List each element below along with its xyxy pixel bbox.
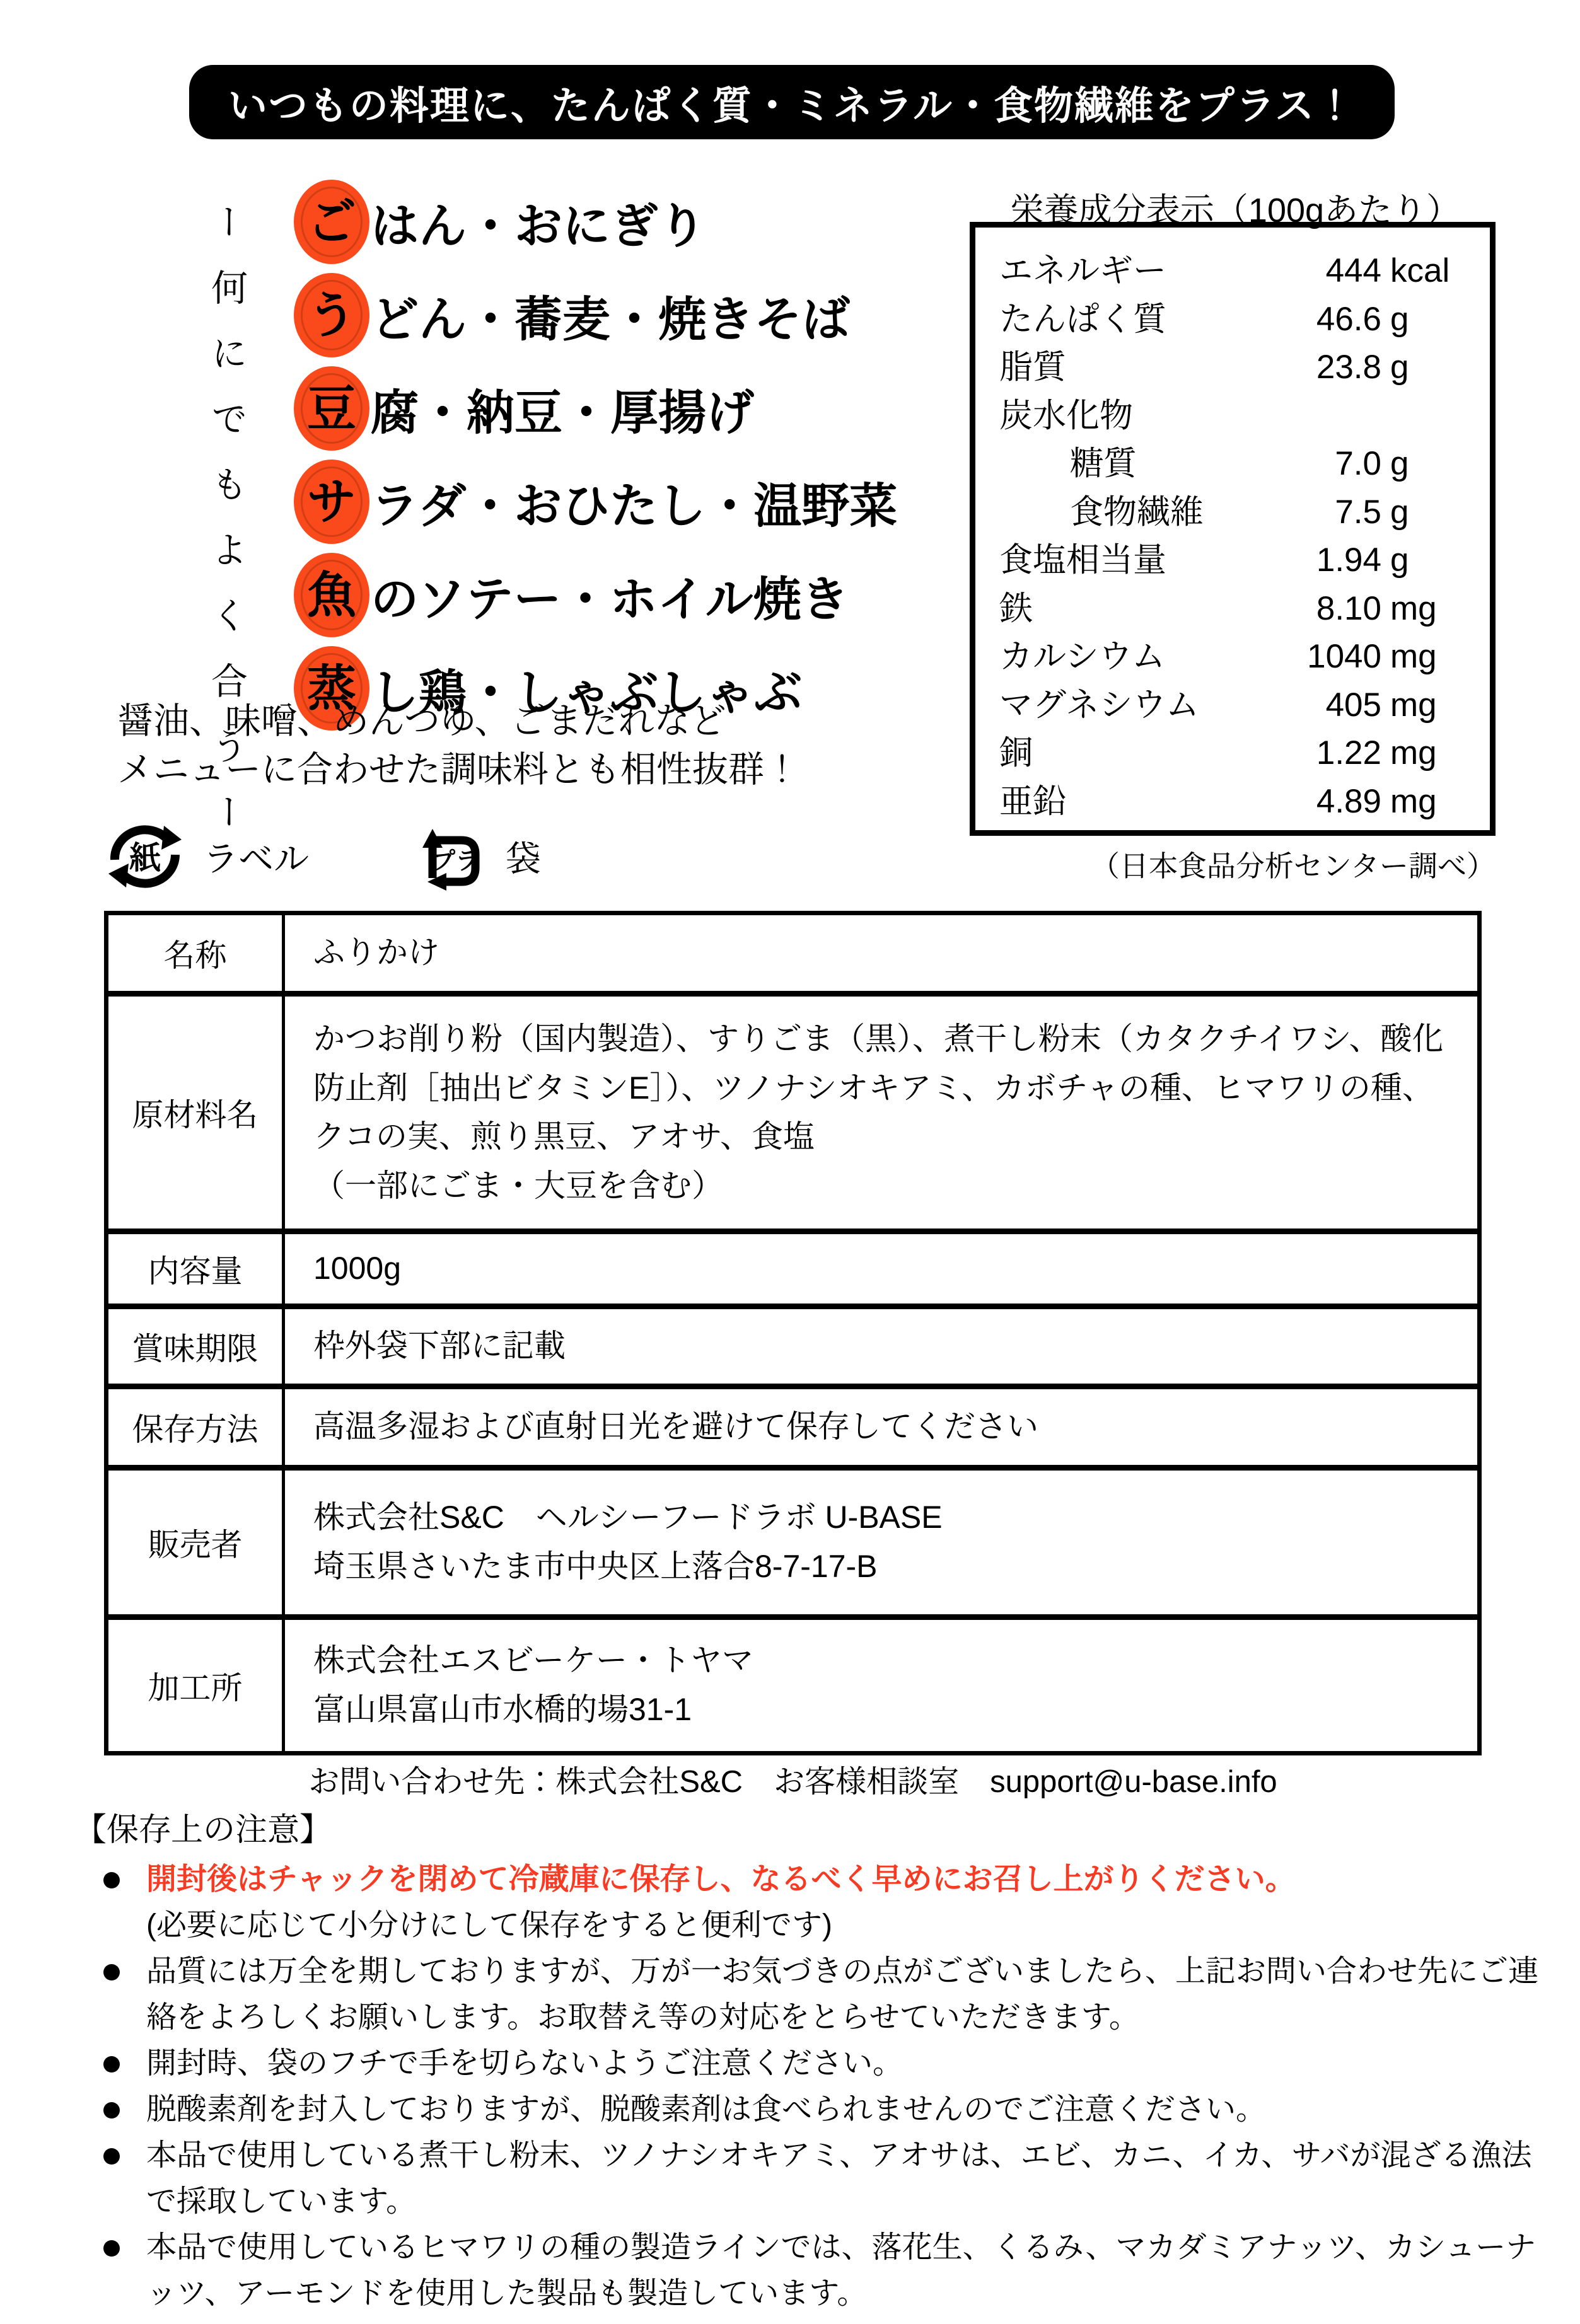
pairing-line-2: メニューに合わせた調味料とも相性抜群！ xyxy=(117,749,800,790)
menu-first-char: う xyxy=(306,287,356,343)
menu-item-udon xyxy=(294,269,897,362)
info-row-seller xyxy=(108,1465,1477,1614)
nutrition-row-fiber: 食物繊維 7.5 g xyxy=(1070,493,1409,531)
nutrition-row-energy: エネルギー 444 kcal xyxy=(999,252,1450,289)
note-text: 開封後はチャックを閉めて冷蔵庫に保存し、なるべく早めにお召し上がりください。 xyxy=(146,1863,1296,1896)
note-text: 脱酸素剤を封入しておりますが、脱酸素剤は食べられませんのでご注意ください。 xyxy=(146,2093,1267,2126)
nutrition-footnote: （日本食品分析センター調べ） xyxy=(1090,850,1496,882)
menu-suggestion-list xyxy=(294,175,897,735)
plastic-recycle-mark xyxy=(416,820,541,893)
info-line: 株式会社エスビーケー・トヤマ xyxy=(313,1643,753,1678)
orange-circle-badge xyxy=(294,366,369,451)
info-row-content xyxy=(285,1309,1477,1384)
headline-text: いつもの料理に、たんぱく質・ミネラル・食物繊維をプラス！ xyxy=(228,84,1356,128)
info-row-content xyxy=(285,1620,1477,1751)
info-line: 株式会社S&C ヘルシーフードラボ U-BASE xyxy=(313,1500,943,1535)
info-line: （一部にごま・大豆を含む） xyxy=(313,1167,723,1203)
bullet-dot xyxy=(103,2056,120,2073)
note-item-quality xyxy=(74,1948,1551,2040)
paper-recycle-mark xyxy=(106,818,309,895)
note-subline-portion xyxy=(74,1902,1551,1948)
info-line: 枠外袋下部に記載 xyxy=(313,1327,566,1363)
paper-recycle-symbol: 紙 xyxy=(129,840,161,876)
nutrition-row-magnesium: マグネシウム 405 mg xyxy=(999,686,1437,724)
nutrition-row-carbs: 炭水化物 xyxy=(999,396,1133,434)
menu-item-label: し鶏・しゃぶしゃぶ xyxy=(371,666,802,720)
menu-first-char: ご xyxy=(306,194,356,250)
nutrition-table xyxy=(970,222,1496,836)
note-text: 開封時、袋のフチで手を切らないようご注意ください。 xyxy=(146,2047,903,2080)
menu-item-label: どん・蕎麦・焼きそば xyxy=(371,292,850,347)
nutrition-title: 栄養成分表示（100gあたり） xyxy=(1009,192,1461,229)
info-row-storage xyxy=(108,1384,1477,1465)
bullet-dot xyxy=(103,1872,120,1888)
nutrition-row-calcium: カルシウム 1040 mg xyxy=(999,638,1437,675)
headline-banner xyxy=(189,65,1395,139)
info-line: かつお削り粉（国内製造）、すりごま（黒）、煮干し粉末（カタクチイワシ、酸化防止剤［抽出ビタミンE］）、ツノナシオキアミ、カボチャの種、ヒマワリの種、クコの実、煎り黒豆、アオサ、食塩 xyxy=(313,1021,1444,1154)
storage-notes xyxy=(74,1807,1551,2316)
orange-circle-badge xyxy=(294,460,369,544)
plastic-recycle-label: 袋 xyxy=(506,839,541,879)
menu-item-label: はん・おにぎり xyxy=(371,199,706,253)
menu-first-char: 蒸 xyxy=(306,661,356,716)
storage-notes-heading: 【保存上の注意】 xyxy=(74,1812,332,1847)
note-item-bag-edge xyxy=(74,2040,1551,2086)
bullet-dot xyxy=(103,1964,120,1980)
info-line: 高温多湿および直射日光を避けて保存してください xyxy=(313,1408,1038,1444)
storage-notes-list xyxy=(74,1856,1551,2316)
paper-recycle-label: ラベル xyxy=(203,839,309,879)
note-item-fishing-method xyxy=(74,2132,1551,2224)
info-row-content xyxy=(285,1471,1477,1614)
info-row-header: 加工所 xyxy=(108,1620,285,1751)
plastic-recycle-symbol: プラ xyxy=(431,848,480,875)
info-line: 埼玉県さいたま市中央区上落合8-7-17-B xyxy=(313,1548,878,1584)
menu-item-tofu xyxy=(294,362,897,455)
menu-item-fish xyxy=(294,548,897,642)
plastic-recycle-icon xyxy=(416,820,487,893)
info-row-header: 賞味期限 xyxy=(108,1309,285,1384)
nutrition-row-zinc: 亜鉛 4.89 mg xyxy=(999,782,1437,820)
menu-first-char: 魚 xyxy=(306,567,356,623)
info-row-header: 名称 xyxy=(108,915,285,991)
menu-item-label: ラダ・おひたし・温野菜 xyxy=(371,479,898,533)
note-text: 品質には万全を期しておりますが、万が一お気づきの点がございましたら、上記お問い合わせ先にご連絡をよろしくお願いします。お取替え等の対応をとらせていただきます。 xyxy=(146,1955,1539,2034)
orange-circle-badge xyxy=(294,553,369,637)
orange-circle-badge xyxy=(294,180,369,264)
menu-first-char: サ xyxy=(306,474,356,529)
nutrition-row-salt: 食塩相当量 1.94 g xyxy=(999,541,1409,579)
info-row-header: 保存方法 xyxy=(108,1389,285,1465)
info-row-header: 原材料名 xyxy=(108,997,285,1228)
info-row-header: 内容量 xyxy=(108,1234,285,1304)
nutrition-row-copper: 銅 1.22 mg xyxy=(999,734,1437,772)
pairing-note xyxy=(117,697,800,794)
nutrition-row-fat: 脂質 23.8 g xyxy=(999,349,1409,386)
info-row-content xyxy=(285,997,1477,1228)
info-row-best-before xyxy=(108,1304,1477,1384)
info-line: 富山県富山市水橋的場31-1 xyxy=(313,1691,692,1727)
nutrition-row-protein: たんぱく質 46.6 g xyxy=(999,300,1409,338)
bullet-dot xyxy=(103,2102,120,2119)
vertical-tagline: ー何にでもよく合うー xyxy=(206,203,247,858)
menu-first-char: 豆 xyxy=(306,381,356,436)
product-info-table xyxy=(104,911,1482,1755)
menu-item-label: 腐・納豆・厚揚げ xyxy=(371,386,754,440)
note-item-allergen-line xyxy=(74,2224,1551,2316)
note-text: 本品で使用している煮干し粉末、ツノナシオキアミ、アオサは、エビ、カニ、イカ、サバが混ざる漁法で採取しています。 xyxy=(146,2139,1532,2218)
note-text: 本品で使用しているヒマワリの種の製造ラインでは、落花生、くるみ、マカダミアナッツ、カシューナッツ、アーモンドを使用した製品も製造しています。 xyxy=(146,2231,1536,2310)
info-row-net-weight xyxy=(108,1228,1477,1304)
note-item-refrigerate xyxy=(74,1856,1551,1902)
info-row-header: 販売者 xyxy=(108,1471,285,1614)
info-row-content xyxy=(285,915,1477,991)
paper-recycle-icon xyxy=(106,818,184,895)
note-item-oxygen-absorber xyxy=(74,2086,1551,2132)
info-row-factory xyxy=(108,1614,1477,1751)
contact-line: お問い合わせ先：株式会社S&C お客様相談室 support@u-base.info xyxy=(308,1765,1277,1799)
note-sub-text: (必要に応じて小分けにして保存をすると便利です) xyxy=(146,1909,832,1942)
nutrition-row-iron: 鉄 8.10 mg xyxy=(999,589,1437,627)
nutrition-row-sugar: 糖質 7.0 g xyxy=(1070,445,1409,482)
info-row-content xyxy=(285,1234,1477,1304)
bullet-dot xyxy=(103,2240,120,2257)
info-line: ふりかけ xyxy=(313,935,439,971)
orange-circle-badge xyxy=(294,273,369,357)
recycle-marks xyxy=(106,818,541,895)
pairing-line-1: 醤油、味噌、めんつゆ、ごまだれなど xyxy=(117,701,726,741)
menu-item-rice xyxy=(294,175,897,269)
info-row-content xyxy=(285,1389,1477,1465)
info-row-ingredients xyxy=(108,991,1477,1228)
menu-item-label: のソテー・ホイル焼き xyxy=(371,572,849,627)
info-row-name xyxy=(108,915,1477,991)
menu-item-salad xyxy=(294,455,897,548)
info-line: 1000g xyxy=(313,1251,402,1286)
bullet-dot xyxy=(103,2148,120,2165)
